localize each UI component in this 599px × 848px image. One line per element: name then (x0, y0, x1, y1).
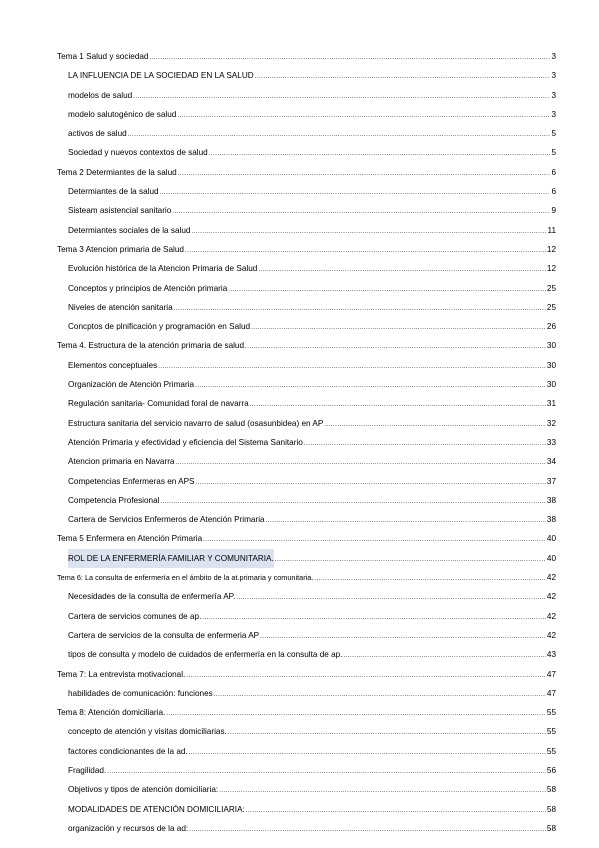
toc-entry-title: Atencion primaria en Navarra (68, 457, 175, 467)
toc-section-entry[interactable] (57, 105, 556, 124)
toc-page-number: 40 (546, 534, 556, 544)
toc-dot-leader (343, 647, 545, 666)
toc-section-entry[interactable] (57, 510, 556, 529)
toc-entry-title: Tema 5 Enfermera en Atención Primaria (57, 534, 203, 544)
toc-page-number: 11 (547, 225, 556, 235)
toc-entry-title: LA INFLUENCIA DE LA SOCIEDAD EN LA SALUD (68, 71, 254, 81)
toc-dot-leader (255, 68, 551, 87)
toc-entry-title: Tema 4. Estructura de la atención primaria de salud (57, 341, 245, 351)
toc-dot-leader (178, 165, 551, 184)
toc-dot-leader (189, 821, 546, 840)
toc-entry-title: habilidades de comunicación: funciones (68, 688, 213, 698)
toc-section-entry[interactable] (57, 86, 556, 105)
toc-page-number: 55 (546, 727, 556, 737)
toc-section-entry[interactable] (57, 491, 556, 510)
toc-entry-title: Sisteam asistencial sanitario (68, 206, 172, 216)
toc-entry-title: Sociedad y nuevos contextos de salud (68, 148, 208, 158)
toc-entry-title: Competencia Profesional (68, 495, 160, 505)
toc-dot-leader (258, 261, 546, 280)
toc-dot-leader (245, 338, 546, 357)
toc-page-number: 37 (546, 476, 556, 486)
toc-section-entry[interactable] (57, 645, 556, 664)
toc-page-number: 6 (551, 167, 556, 177)
toc-entry-title: Estructura sanitaria del servicio navarro de salud (osasunbidea) en AP (68, 418, 324, 428)
toc-section-entry[interactable] (57, 182, 556, 201)
toc-section-entry[interactable] (57, 819, 556, 838)
toc-page-number: 3 (551, 109, 556, 119)
toc-entry-title: Tema 6: La consulta de enfermería en el ámbito de la at.primaria y comunitaria. (57, 573, 314, 583)
toc-page-number: 6 (551, 187, 556, 197)
toc-chapter-entry[interactable] (57, 336, 556, 355)
toc-section-entry[interactable] (57, 143, 556, 162)
toc-page-number: 58 (546, 823, 556, 833)
toc-dot-leader (324, 416, 546, 435)
toc-dot-leader (196, 474, 546, 493)
toc-section-entry[interactable] (57, 433, 556, 452)
toc-page-number: 3 (551, 52, 556, 61)
toc-dot-leader (191, 223, 546, 242)
toc-page-number: 25 (546, 302, 556, 312)
toc-dot-leader (246, 802, 546, 821)
toc-dot-leader (314, 570, 546, 589)
toc-page-number: 38 (546, 495, 556, 505)
toc-section-entry[interactable] (57, 356, 556, 375)
toc-entry-title: Atención Primaria y efectividad y eficiencia del Sistema Sanitario (68, 437, 303, 447)
toc-section-entry[interactable] (57, 414, 556, 433)
toc-section-entry[interactable] (57, 607, 556, 626)
table-of-contents (57, 47, 556, 838)
toc-dot-leader (219, 782, 546, 801)
toc-section-entry[interactable] (57, 452, 556, 471)
toc-entry-title: Tema 3 Atencion primaria de Salud (57, 244, 184, 254)
toc-page-number: 3 (551, 90, 556, 100)
toc-dot-leader (176, 454, 546, 473)
toc-entry-title: Determiantes sociales de la salud (68, 225, 191, 235)
toc-dot-leader (228, 724, 546, 743)
toc-entry-title: ROL DE LA ENFERMERÍA FAMILIAR Y COMUNITARIA. (68, 549, 274, 568)
toc-chapter-entry[interactable] (57, 163, 556, 182)
toc-entry-title: MODALIDADES DE ATENCIÓN DOMICILIARIA: (68, 804, 245, 814)
toc-dot-leader (177, 107, 550, 126)
toc-page-number: 58 (546, 785, 556, 795)
toc-entry-title: Tema 7: La entrevista motivacional. (57, 669, 186, 679)
toc-page-number: 5 (551, 129, 556, 139)
toc-section-entry[interactable] (57, 722, 556, 741)
toc-dot-leader (209, 145, 551, 164)
toc-page-number: 33 (546, 437, 556, 447)
toc-entry-title: Cartera de Servicios Enfermeros de Atención Primaria (68, 515, 265, 525)
toc-section-entry[interactable] (57, 549, 556, 568)
toc-page-number: 40 (546, 553, 556, 563)
toc-section-entry[interactable] (57, 279, 556, 298)
toc-chapter-entry[interactable] (57, 240, 556, 259)
toc-section-entry[interactable] (57, 684, 556, 703)
toc-page-number: 55 (546, 746, 556, 756)
toc-dot-leader (189, 744, 546, 763)
toc-entry-title: modelos de salud (68, 90, 133, 100)
toc-entry-title: Elementos conceptuales (68, 360, 158, 370)
toc-chapter-entry[interactable] (57, 47, 556, 66)
toc-entry-title: Fragilidad. (68, 765, 107, 775)
toc-dot-leader (275, 551, 546, 570)
toc-entry-title: tipos de consulta y modelo de cuidados de enfermería en la consulta de ap. (68, 650, 343, 660)
toc-page-number: 30 (546, 380, 556, 390)
toc-dot-leader (236, 589, 546, 608)
toc-page-number: 30 (546, 341, 556, 351)
toc-chapter-entry[interactable] (57, 703, 556, 722)
toc-page-number: 42 (546, 592, 556, 602)
toc-entry-title: Concptos de plnificación y programación en Salud (68, 322, 251, 332)
toc-page-number: 58 (546, 804, 556, 814)
toc-section-entry[interactable] (57, 394, 556, 413)
toc-page-number: 31 (546, 399, 556, 409)
toc-entry-title: concepto de atención y visitas domiciliarias. (68, 727, 227, 737)
toc-section-entry[interactable] (57, 472, 556, 491)
toc-section-entry[interactable] (57, 317, 556, 336)
toc-dot-leader (160, 184, 551, 203)
toc-section-entry[interactable] (57, 780, 556, 799)
toc-page-number: 5 (551, 148, 556, 158)
toc-section-entry[interactable] (57, 298, 556, 317)
toc-page-number: 56 (546, 765, 556, 775)
toc-section-entry[interactable] (57, 800, 556, 819)
toc-entry-title: Tema 8: Atención domiciliaria. (57, 708, 166, 718)
toc-section-entry[interactable] (57, 626, 556, 645)
toc-section-entry[interactable] (57, 124, 556, 143)
toc-dot-leader (172, 203, 550, 222)
toc-section-entry[interactable] (57, 66, 556, 85)
toc-page-number: 38 (546, 515, 556, 525)
toc-section-entry[interactable] (57, 761, 556, 780)
toc-entry-title: Niveles de atención sanitaria (68, 302, 173, 312)
toc-page-number: 43 (546, 650, 556, 660)
toc-section-entry[interactable] (57, 375, 556, 394)
toc-page-number: 42 (546, 630, 556, 640)
toc-section-entry[interactable] (57, 587, 556, 606)
toc-page-number: 12 (546, 264, 556, 274)
toc-dot-leader (186, 667, 546, 686)
toc-page-number: 42 (546, 573, 556, 583)
toc-entry-title: factores condicionantes de la ad. (68, 746, 188, 756)
toc-entry-title: Tema 2 Determiantes de la salud (57, 167, 177, 177)
toc-entry-title: Evolución histórica de la Atencion Primaria de Salud (68, 264, 258, 274)
toc-page-number: 30 (546, 360, 556, 370)
toc-entry-title: Necesidades de la consulta de enfermería AP. (68, 592, 236, 602)
toc-section-entry[interactable] (57, 201, 556, 220)
toc-entry-title: Tema 1 Salud y sociedad (57, 52, 149, 61)
toc-page-number: 12 (546, 244, 556, 254)
toc-dot-leader (228, 281, 546, 300)
toc-dot-leader (266, 512, 546, 531)
toc-dot-leader (251, 319, 546, 338)
toc-dot-leader (304, 435, 546, 454)
toc-page-number: 47 (546, 669, 556, 679)
toc-page-number: 26 (546, 322, 556, 332)
toc-entry-title: Organización de Atención Primaria (68, 380, 195, 390)
toc-section-entry[interactable] (57, 259, 556, 278)
toc-page-number: 32 (546, 418, 556, 428)
toc-entry-title: Competencias Enfermeras en APS (68, 476, 195, 486)
toc-entry-title: Cartera de servicios comunes de ap. (68, 611, 202, 621)
toc-page-number: 3 (551, 71, 556, 81)
toc-page-number: 34 (546, 457, 556, 467)
toc-entry-title: Conceptos y principios de Atención primaria (68, 283, 228, 293)
toc-chapter-entry[interactable] (57, 529, 556, 548)
toc-dot-leader (158, 358, 546, 377)
toc-page-number: 9 (551, 206, 556, 216)
toc-entry-title: Regulación sanitaria- Comunidad foral de navarra (68, 399, 249, 409)
toc-entry-title: Determiantes de la salud (68, 187, 159, 197)
toc-entry-title: activos de salud (68, 129, 127, 139)
toc-entry-title: Cartera de servicios de la consulta de enfermeria AP (68, 630, 260, 640)
toc-entry-title: modelo salutogénico de salud (68, 109, 177, 119)
toc-page-number: 25 (546, 283, 556, 293)
toc-dot-leader (214, 686, 546, 705)
toc-chapter-entry[interactable] (57, 568, 556, 587)
toc-dot-leader (133, 88, 550, 107)
toc-entry-title: Objetivos y tipos de atención domiciliaria: (68, 785, 219, 795)
toc-page-number: 55 (546, 708, 556, 718)
toc-page-number: 47 (546, 688, 556, 698)
toc-chapter-entry[interactable] (57, 665, 556, 684)
toc-entry-title: organización y recursos de la ad: (68, 823, 189, 833)
toc-section-entry[interactable] (57, 742, 556, 761)
toc-page-number: 42 (546, 611, 556, 621)
toc-section-entry[interactable] (57, 221, 556, 240)
